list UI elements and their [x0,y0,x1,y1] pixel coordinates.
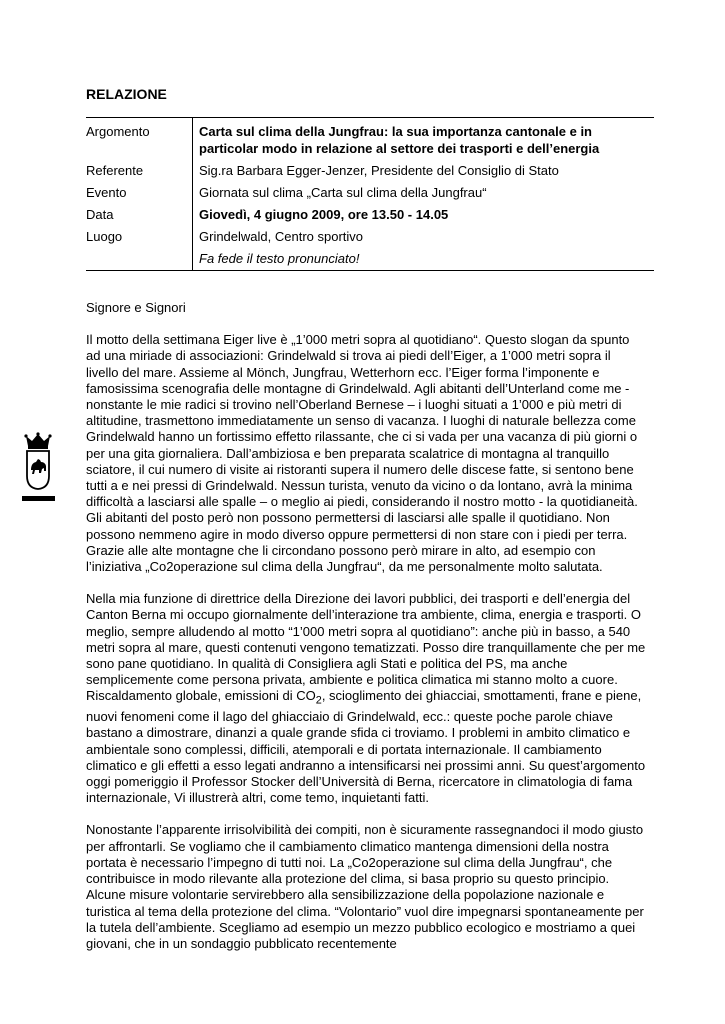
co2-subscript: 2 [315,695,322,708]
meta-row-data [86,201,654,223]
meta-value: Fa fede il testo pronunciato! [193,245,655,271]
meta-row-luogo [86,223,654,245]
paragraph-2-part-1: Nella mia funzione di direttrice della Direzione dei lavori pubblici, dei trasporti e dell’energia del Canton Berna mi occupo giornalmente dell’interazione tra ambiente, clima, energia e trasporti. O meglio, sempre alludendo al motto “1’000 metri sopra al quotidiano”: anche più in basso, a 540 metri sopra al mare, questi contenuti vengono tematizzati. Posso dire tranquillamente che per me sono pane quotidiano. In qualità di Consigliera agli Stati e politica del PS, ma anche semplicemente come persona privata, ambiente e politica climatica mi stanno molto a cuore. Riscaldamento globale, emissioni di CO [86,591,646,704]
meta-label: Referente [86,163,144,178]
logo-divider-bar [22,496,55,501]
meta-value: Carta sul clima della Jungfrau: la sua importanza cantonale e in particolar modo in relazione al settore dei trasporti e dell’energia [193,118,655,158]
meta-label [86,245,193,271]
paragraph-2-part-2: , scioglimento dei ghiacciai, smottamenti, frane e piene, nuovi fenomeni come il lago del ghiacciaio di Grindelwald, ecc.: queste poche parole chiave bastano a dimostrare, dinanzi a quale grande sfida ci troviamo. I problemi in ambito climatico e ambientale sono complessi, difficili, atemporali e di portata internazionale. Il cambiamento climatico e gli effetti a esso legati andranno a intensificarsi nei prossimi anni. Su quest’argomento oggi pomeriggio il Professor Stocker dell’Università di Berna, ricercatore in climatologia di fama internazionale, Vi illustrerà altri, come temo, inquietanti fatti. [86,688,646,806]
document-title: RELAZIONE [86,86,167,102]
meta-table [86,117,654,271]
meta-row-evento [86,179,654,201]
paragraph-2 [86,591,646,806]
meta-row-referente [86,157,654,179]
meta-label: Luogo [86,229,123,244]
greeting: Signore e Signori [86,300,186,315]
meta-value: Grindelwald, Centro sportivo [193,223,655,245]
paragraph-3: Nonostante l’apparente irrisolvibilità dei compiti, non è sicuramente rassegnandoci il modo giusto per affrontarli. Se vogliamo che il cambiamento climatico mantenga dimensioni della nostra portata è necessario l’impegno di tutti noi. La „Co2operazione sul clima della Jungfrau“, che contribuisce in modo rilevante alla protezione del clima, si basa proprio su questo principio. Alcune misure volontarie servirebbero alla sensibilizzazione della popolazione nazionale e turistica al tema della protezione del clima. “Volontario” vuol dire impegnarsi spontaneamente per la tutela dell’ambiente. Scegliamo ad esempio un mezzo pubblico ecologico e mostriamo a quei giovani, che in un sondaggio pubblicato recentemente [86,822,644,951]
meta-row-argomento [86,118,654,158]
meta-value: Giornata sul clima „Carta sul clima della Jungfrau“ [193,179,655,201]
meta-label: Argomento [86,118,193,158]
paragraph-1: Il motto della settimana Eiger live è „1’000 metri sopra al quotidiano“. Questo slogan da spunto ad una miriade di associazioni: Grindelwald si trova ai piedi dell’Eiger, a 1’000 metri sopra il livello del mare. Assieme al Mönch, Jungfrau, Wetterhorn ecc. l’Eiger forma l’imponente e famosissima scenografia delle montagne di Grindelwald. Agli abitanti dell’Unterland come me - nonstante le mie radici si trovino nell’Oberland Bernese – i luoghi situati a 1’000 e più metri di altitudine, trasmettono immediatamente un senso di vacanza. I luoghi di naturale bellezza come Grindelwald hanno un fortissimo effetto rilassante, che ci si vada per una vacanza di più giorni o per una gita giornaliera. Dall’ambiziosa e ben preparata scalatrice di montagna al tranquillo sciatore, il cui numero di visite ai ristoranti supera il numero delle discese fatte, si sentono bene tutti a e nei pressi di Grindelwald. Nessun turista, venuto da vicino o da lontano, avrà la minima difficoltà a lasciarsi alle spalle – o meglio ai piedi, considerando il nostro motto - la quotidianeità. Gli abitanti del posto però non possono permettersi di lasciarsi alle spalle il quotidiano. Non possono nemmeno agire in modo diverso oppure permettersi di non stare con i piedi per terra. Grazie alle alte montagne che li circondano possono però mirare in alto, ad esempio con l’iniziativa „Co2operazione sul clima della Jungfrau“, da me personalmente molto salutata. [86,332,638,575]
meta-value: Sig.ra Barbara Egger-Jenzer, Presidente del Consiglio di Stato [193,157,655,179]
meta-value: Giovedì, 4 giugno 2009, ore 13.50 - 14.05 [193,201,655,223]
meta-label: Data [86,207,114,222]
bern-bear-coat-of-arms-icon [22,432,55,495]
meta-row-note [86,245,654,271]
meta-label: Evento [86,185,127,200]
speech-body [86,300,646,968]
